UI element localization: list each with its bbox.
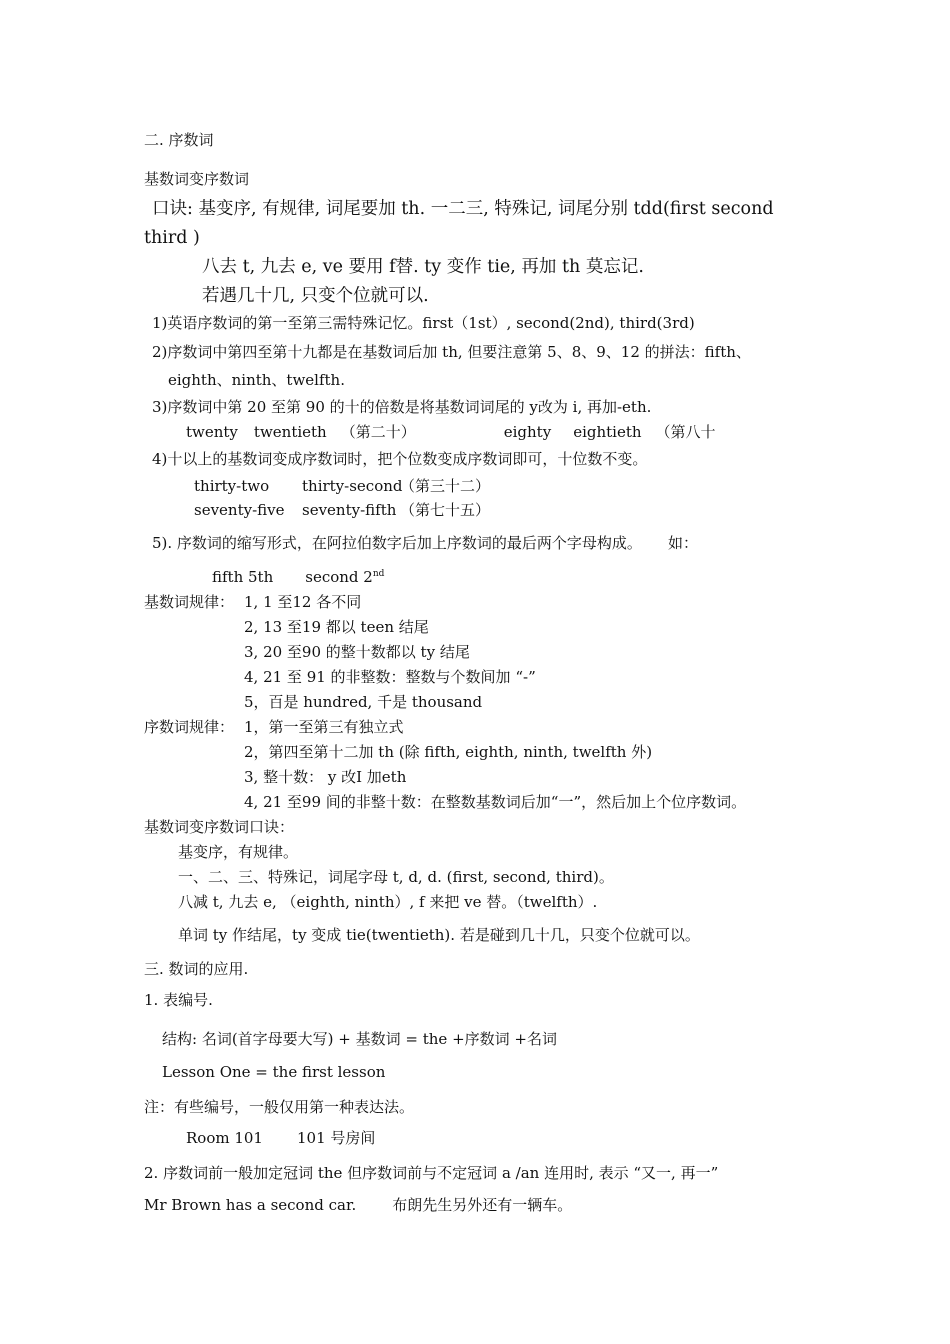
example-ordinal: thirty-second	[302, 477, 403, 495]
cardinal-rule-item: 1, 1 至12 各不同	[244, 593, 362, 611]
mnemonic-2-line: 一、二、三、特殊记，词尾字母 t, d, d. (first, second, third)。	[178, 868, 614, 886]
example-cardinal: thirty-two	[194, 477, 270, 495]
mnemonic-line-1-continued: third )	[144, 228, 200, 248]
rule-2-continued: eighth、ninth、twelfth.	[168, 371, 345, 389]
example-chinese: （第八十	[655, 423, 716, 441]
rule-3: 3)序数词中第 20 至第 90 的十的倍数是将基数词词尾的 y改为 i, 再加-eth.	[152, 398, 652, 416]
example-ordinal: twentieth	[253, 423, 327, 441]
cardinal-rule-item: 3, 20 至90 的整十数都以 ty 结尾	[244, 643, 470, 661]
mnemonic-2-label: 基数词变序数词口诀：	[144, 818, 295, 836]
example-ordinal: eightieth	[573, 423, 642, 441]
section-heading-ordinals: 二. 序数词	[144, 131, 214, 149]
brown-example	[144, 1195, 572, 1215]
lesson-example: Lesson One = the first lesson	[162, 1063, 386, 1081]
example-cardinal: seventy-five	[194, 501, 285, 519]
ordinal-rule-item: 2，第四至第十二加 th (除 fifth, eighth, ninth, twelfth 外)	[244, 743, 653, 761]
rule-3-example	[186, 422, 716, 442]
ordinal-rule-item: 1，第一至第三有独立式	[244, 718, 404, 736]
example-chinese: （第二十）	[340, 423, 416, 441]
mnemonic-2-line: 八减 t, 九去 e, （eighth, ninth）, f 来把 ve 替。（twelfth）.	[178, 893, 598, 911]
example-chinese: （第三十二）	[400, 477, 491, 495]
abbreviation-example: second 2	[305, 568, 373, 586]
rule-4-example	[194, 476, 490, 496]
brown-english: Mr Brown has a second car.	[144, 1196, 357, 1214]
abbreviation-example: fifth 5th	[212, 568, 274, 586]
ordinal-rule-item: 3, 整十数： y 改I 加eth	[244, 768, 407, 786]
rule-4-example	[194, 500, 490, 520]
example-ordinal: seventy-fifth	[302, 501, 397, 519]
example-cardinal: eighty	[503, 423, 552, 441]
superscript-suffix: nd	[372, 569, 385, 579]
structure-formula: 结构: 名词(首字母要大写) + 基数词 = the +序数词 +名词	[162, 1030, 557, 1048]
rule-2: 2)序数词中第四至第十九都是在基数词后加 th, 但要注意第 5、8、9、12 的拼法：fifth、	[152, 343, 751, 361]
example-chinese: （第七十五）	[400, 501, 491, 519]
cardinal-rule-item: 5，百是 hundred, 千是 thousand	[244, 693, 483, 711]
item-1-heading: 1. 表编号.	[144, 991, 213, 1009]
mnemonic-line-2: 八去 t, 九去 e, ve 要用 f替. ty 变作 tie, 再加 th 莫忘记.	[202, 257, 644, 277]
cardinal-rule-item: 4, 21 至 91 的非整数：整数与个数间加 “-”	[244, 668, 536, 686]
ordinal-rules-label: 序数词规律：	[144, 718, 235, 736]
cardinal-rule-item: 2, 13 至19 都以 teen 结尾	[244, 618, 429, 636]
rule-5	[152, 533, 698, 553]
note-text: 注：有些编号，一般仅用第一种表达法。	[144, 1098, 415, 1116]
rule-5-text: 5). 序数词的缩写形式，在阿拉伯数字后加上序数词的最后两个字母构成。	[152, 534, 642, 552]
item-2-heading: 2. 序数词前一般加定冠词 the 但序数词前与不定冠词 a /an 连用时, 表示 “又一, 再一”	[144, 1164, 719, 1182]
subheading-cardinal-to-ordinal: 基数词变序数词	[144, 170, 250, 188]
rule-5-prompt: 如：	[667, 534, 698, 552]
room-english: Room 101	[186, 1129, 263, 1147]
example-cardinal: twenty	[186, 423, 238, 441]
mnemonic-2-line: 基变序，有规律。	[178, 843, 299, 861]
ordinal-rule-item: 4, 21 至99 间的非整十数：在整数基数词后加“一”，然后加上个位序数词。	[244, 793, 747, 811]
room-chinese: 101 号房间	[296, 1129, 376, 1147]
mnemonic-line-3: 若遇几十几, 只变个位就可以.	[202, 286, 429, 306]
rule-1: 1)英语序数词的第一至第三需特殊记忆。first（1st）, second(2nd), third(3rd)	[152, 314, 695, 332]
brown-chinese: 布朗先生另外还有一辆车。	[392, 1196, 573, 1214]
mnemonic-2-line: 单词 ty 作结尾，ty 变成 tie(twentieth). 若是碰到几十几，只变个位就可以。	[178, 926, 700, 944]
section-heading-applications: 三. 数词的应用.	[144, 960, 249, 978]
room-example	[186, 1128, 375, 1148]
rule-5-example	[212, 567, 384, 587]
mnemonic-line-1: 口诀: 基变序, 有规律, 词尾要加 th. 一二三, 特殊记, 词尾分别 tdd(first second	[152, 199, 774, 219]
cardinal-rules-label: 基数词规律：	[144, 593, 235, 611]
rule-4: 4)十以上的基数词变成序数词时，把个位数变成序数词即可，十位数不变。	[152, 450, 648, 468]
